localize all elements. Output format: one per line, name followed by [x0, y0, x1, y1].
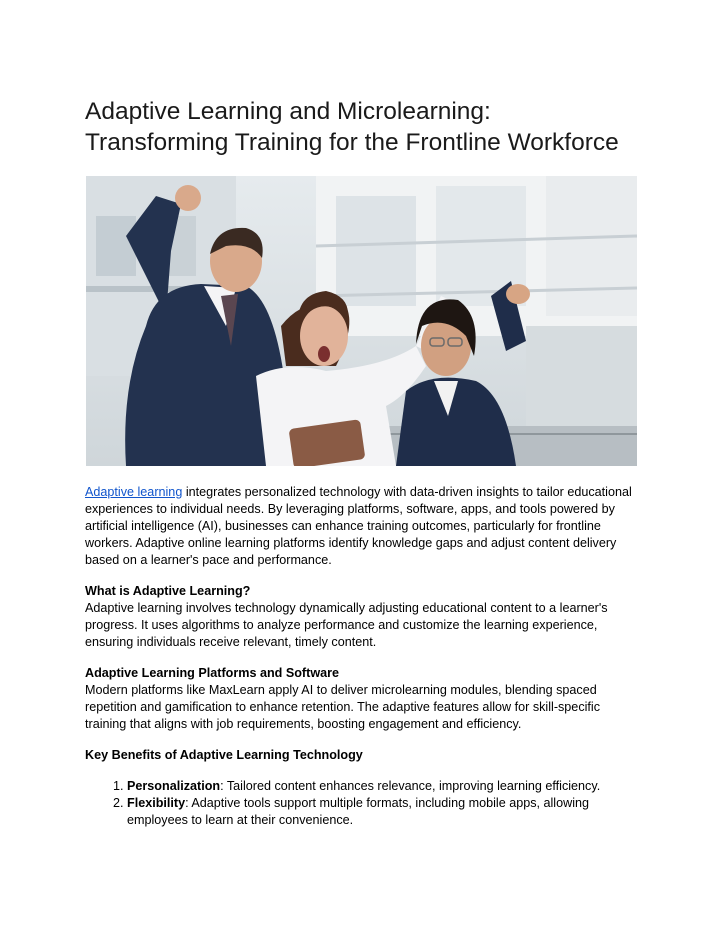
section-what-is	[85, 583, 641, 651]
section-heading: Adaptive Learning Platforms and Software	[85, 666, 340, 680]
hero-image	[86, 176, 637, 466]
section-heading: What is Adaptive Learning?	[85, 584, 251, 598]
list-item	[127, 795, 641, 829]
intro-text: integrates personalized technology with data-driven insights to tailor educational experiences to individual needs. By leveraging platforms, software, apps, and tools powered by artificial intelligence (AI), businesses can enhance training outcomes, particularly for frontline workers. Adaptive online learning platforms identify knowledge gaps and adjust content delivery based on a learner's pace and performance.	[85, 485, 632, 567]
section-body: Adaptive learning involves technology dynamically adjusting educational content to a learner's progress. It uses algorithms to analyze performance and customize the learning experience, ensuring individuals receive relevant, timely content.	[85, 601, 608, 649]
section-platforms	[85, 665, 641, 733]
page-title: Adaptive Learning and Microlearning: Transforming Training for the Frontline Workforce	[85, 98, 619, 156]
hero-illustration	[86, 176, 637, 466]
benefit-term: Personalization	[127, 779, 221, 793]
intro-paragraph	[85, 484, 641, 569]
adaptive-learning-link[interactable]: Adaptive learning	[85, 485, 183, 499]
section-benefits	[85, 747, 641, 764]
benefit-desc: : Adaptive tools support multiple formats, including mobile apps, allowing employees to learn at their convenience.	[127, 796, 590, 827]
section-heading: Key Benefits of Adaptive Learning Technology	[85, 748, 363, 762]
benefits-list	[85, 778, 641, 829]
section-body: Modern platforms like MaxLearn apply AI to deliver microlearning modules, blending spaced repetition and gamification to enhance retention. The adaptive features allow for skill-specific training that aligns with job requirements, boosting engagement and efficiency.	[85, 683, 601, 731]
article-body	[85, 484, 641, 829]
benefit-desc: : Tailored content enhances relevance, improving learning efficiency.	[220, 779, 601, 793]
list-item	[127, 778, 641, 795]
document-page	[85, 96, 637, 158]
benefit-term: Flexibility	[127, 796, 186, 810]
